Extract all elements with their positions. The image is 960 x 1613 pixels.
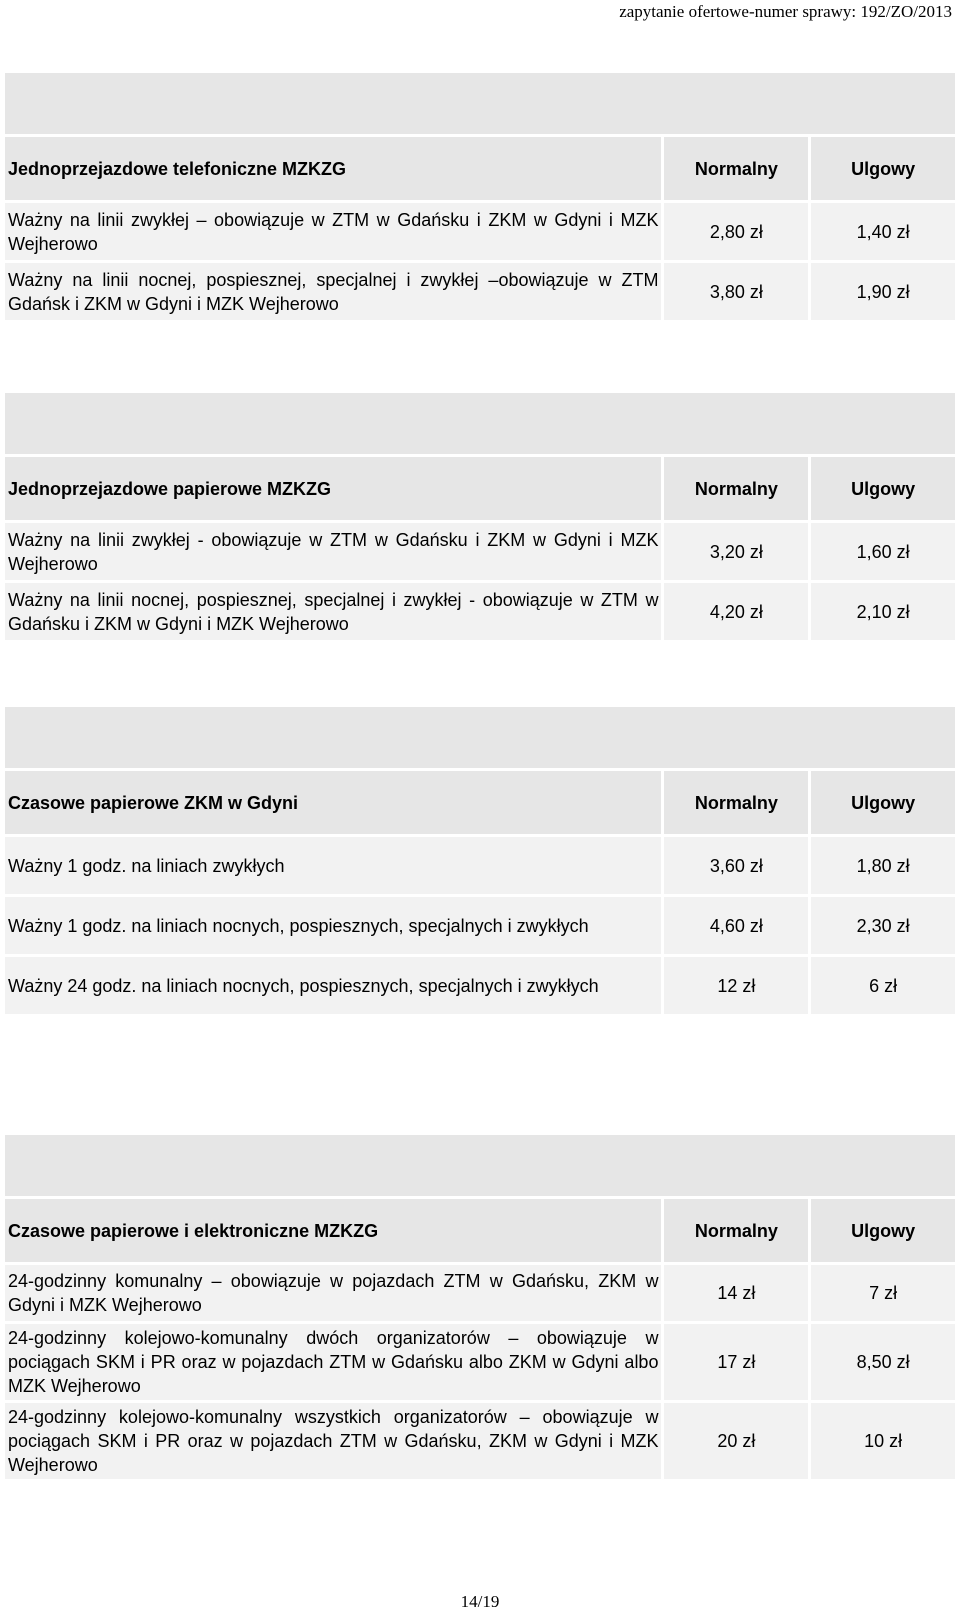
- ticket-table-paper: [2, 390, 958, 643]
- column-header-normal: Normalny: [664, 771, 808, 834]
- price-normal: 3,20 zł: [664, 523, 808, 580]
- price-normal: 14 zł: [664, 1265, 808, 1321]
- table-spacer-band: [5, 73, 955, 134]
- price-normal: 17 zł: [664, 1324, 808, 1400]
- ticket-description: 24-godzinny komunalny – obowiązuje w pojazdach ZTM w Gdańsku, ZKM w Gdyni i MZK Wejherowo: [5, 1265, 661, 1321]
- price-normal: 12 zł: [664, 957, 808, 1014]
- price-normal: 3,80 zł: [664, 263, 808, 320]
- price-normal: 20 zł: [664, 1403, 808, 1479]
- price-reduced: 6 zł: [811, 957, 955, 1014]
- price-normal: 2,80 zł: [664, 203, 808, 260]
- price-reduced: 8,50 zł: [811, 1324, 955, 1400]
- column-header-normal: Normalny: [664, 137, 808, 200]
- column-header-normal: Normalny: [664, 1199, 808, 1262]
- ticket-description: Ważny 1 godz. na liniach nocnych, pospiesznych, specjalnych i zwykłych: [5, 897, 661, 954]
- price-reduced: 7 zł: [811, 1265, 955, 1321]
- column-header-reduced: Ulgowy: [811, 1199, 955, 1262]
- price-normal: 4,60 zł: [664, 897, 808, 954]
- price-reduced: 1,40 zł: [811, 203, 955, 260]
- table-title: Jednoprzejazdowe telefoniczne MZKZG: [5, 137, 661, 200]
- table-title: Czasowe papierowe ZKM w Gdyni: [5, 771, 661, 834]
- table-title: Jednoprzejazdowe papierowe MZKZG: [5, 457, 661, 520]
- ticket-description: Ważny na linii zwykłej – obowiązuje w ZTM w Gdańsku i ZKM w Gdyni i MZK Wejherowo: [5, 203, 661, 260]
- ticket-table-telephone: [2, 70, 958, 323]
- table-spacer-band: [5, 393, 955, 454]
- table-spacer-band: [5, 1135, 955, 1196]
- price-reduced: 1,80 zł: [811, 837, 955, 894]
- ticket-description: Ważny na linii nocnej, pospiesznej, specjalnej i zwykłej - obowiązuje w ZTM w Gdańsku i ZKM w Gdyni i MZK Wejherowo: [5, 583, 661, 640]
- column-header-reduced: Ulgowy: [811, 137, 955, 200]
- table-title: Czasowe papierowe i elektroniczne MZKZG: [5, 1199, 661, 1262]
- ticket-description: Ważny 24 godz. na liniach nocnych, pospiesznych, specjalnych i zwykłych: [5, 957, 661, 1014]
- ticket-description: 24-godzinny kolejowo-komunalny wszystkich organizatorów – obowiązuje w pociągach SKM i PR oraz w pojazdach ZTM w Gdańsku, ZKM w Gdyni i MZK Wejherowo: [5, 1403, 661, 1479]
- column-header-normal: Normalny: [664, 457, 808, 520]
- ticket-description: Ważny 1 godz. na liniach zwykłych: [5, 837, 661, 894]
- ticket-description: Ważny na linii zwykłej - obowiązuje w ZTM w Gdańsku i ZKM w Gdyni i MZK Wejherowo: [5, 523, 661, 580]
- price-reduced: 2,30 zł: [811, 897, 955, 954]
- price-reduced: 10 zł: [811, 1403, 955, 1479]
- ticket-description: 24-godzinny kolejowo-komunalny dwóch organizatorów – obowiązuje w pociągach SKM i PR oraz w pojazdach ZTM w Gdańsku albo ZKM w Gdyni albo MZK Wejherowo: [5, 1324, 661, 1400]
- price-reduced: 1,90 zł: [811, 263, 955, 320]
- ticket-table-time-mzkzg: [2, 1132, 958, 1482]
- ticket-description: Ważny na linii nocnej, pospiesznej, specjalnej i zwykłej –obowiązuje w ZTM Gdańsk i ZKM w Gdyni i MZK Wejherowo: [5, 263, 661, 320]
- price-normal: 4,20 zł: [664, 583, 808, 640]
- ticket-table-time-zkm: [2, 704, 958, 1017]
- price-reduced: 1,60 zł: [811, 523, 955, 580]
- column-header-reduced: Ulgowy: [811, 457, 955, 520]
- page-number: 14/19: [460, 1592, 500, 1611]
- price-reduced: 2,10 zł: [811, 583, 955, 640]
- column-header-reduced: Ulgowy: [811, 771, 955, 834]
- table-spacer-band: [5, 707, 955, 768]
- price-normal: 3,60 zł: [664, 837, 808, 894]
- document-reference: zapytanie ofertowe-numer sprawy: 192/ZO/2013: [619, 2, 952, 21]
